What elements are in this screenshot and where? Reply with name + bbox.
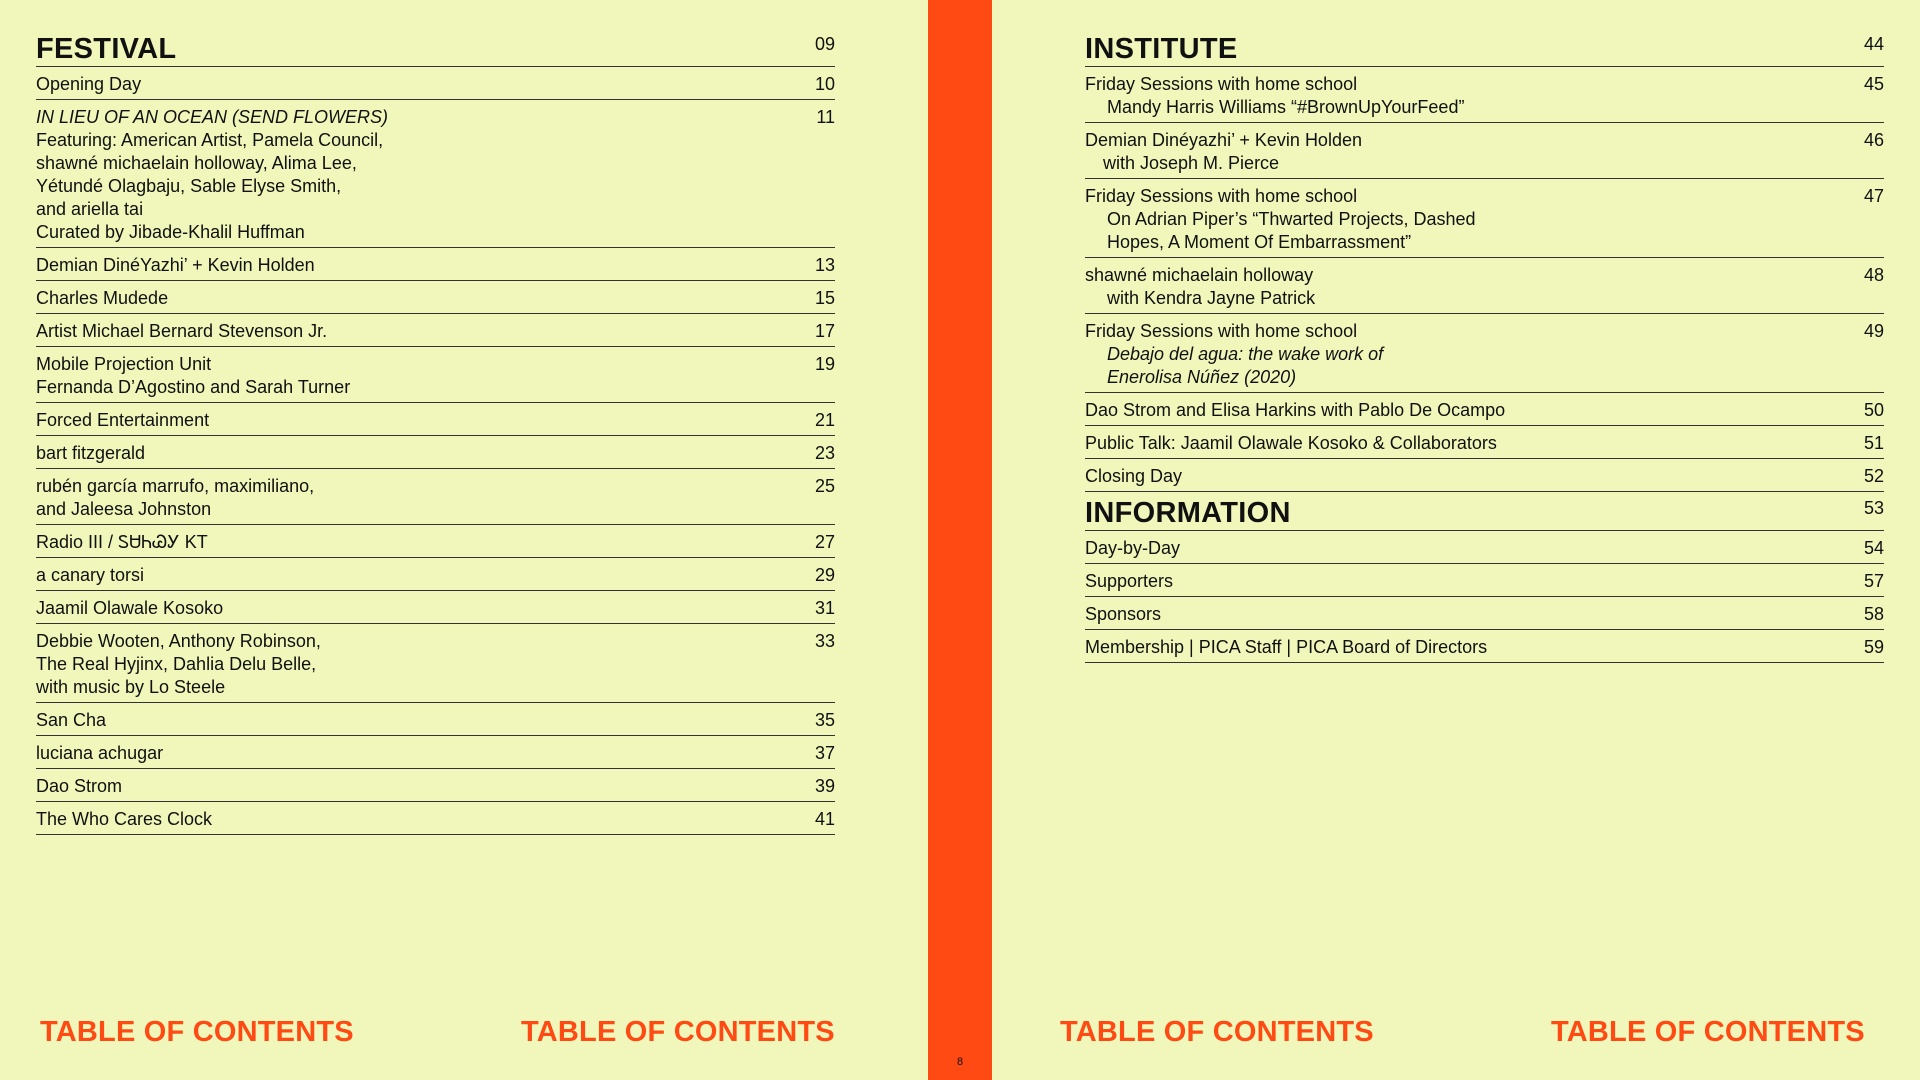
toc-entry-title <box>1085 537 1824 560</box>
entry-line: The Real Hyjinx, Dahlia Delu Belle, <box>36 654 317 674</box>
right-footer-b: TABLE OF CONTENTS <box>1551 1016 1865 1048</box>
information-heading: INFORMATION <box>1085 497 1291 529</box>
toc-entry-page-number: 17 <box>814 321 835 341</box>
institute-page-number: 44 <box>1863 34 1884 54</box>
toc-entry[interactable] <box>36 281 835 314</box>
toc-entry-title <box>1085 185 1824 254</box>
entry-line: Opening Day <box>36 74 142 94</box>
entry-line: with Joseph M. Pierce <box>1103 153 1280 173</box>
toc-entry-page-number: 19 <box>814 354 835 374</box>
toc-entry-title <box>36 287 775 310</box>
entry-line: a canary torsi <box>36 565 145 585</box>
entry-line: rubén garcía marrufo, maximiliano, <box>36 476 315 496</box>
left-footer-a: TABLE OF CONTENTS <box>40 1016 354 1048</box>
entry-line: Charles Mudede <box>36 288 169 308</box>
entry-line: and ariella tai <box>36 199 144 219</box>
toc-entry[interactable] <box>36 525 835 558</box>
toc-entry[interactable] <box>1085 459 1884 492</box>
entry-line: Friday Sessions with home school <box>1085 74 1358 94</box>
toc-entry[interactable] <box>36 403 835 436</box>
left-page <box>0 0 928 1080</box>
entry-line: Fernanda D’Agostino and Sarah Turner <box>36 377 351 397</box>
entry-line: with Kendra Jayne Patrick <box>1107 288 1316 308</box>
toc-entry[interactable] <box>36 703 835 736</box>
toc-entry-page-number: 50 <box>1863 400 1884 420</box>
entry-line: Debajo del agua: the wake work of <box>1107 344 1384 364</box>
toc-entry[interactable] <box>36 248 835 281</box>
toc-entry-title <box>36 531 775 554</box>
toc-entry-page-number: 33 <box>814 631 835 651</box>
institute-heading-row <box>1085 32 1884 67</box>
entry-line: Friday Sessions with home school <box>1085 321 1358 341</box>
toc-entry[interactable] <box>1085 67 1884 123</box>
entry-line: bart fitzgerald <box>36 443 146 463</box>
institute-toc <box>1085 32 1884 663</box>
toc-entry[interactable] <box>36 436 835 469</box>
entry-line: Dao Strom and Elisa Harkins with Pablo De Ocampo <box>1085 400 1506 420</box>
toc-entry-title <box>1085 129 1824 175</box>
toc-entry-page-number: 54 <box>1863 538 1884 558</box>
toc-entry[interactable] <box>1085 258 1884 314</box>
toc-entry-page-number: 31 <box>814 598 835 618</box>
toc-entry[interactable] <box>1085 564 1884 597</box>
toc-entry-page-number: 13 <box>814 255 835 275</box>
toc-entry-title <box>36 73 775 96</box>
toc-entry[interactable] <box>36 769 835 802</box>
entry-line: luciana achugar <box>36 743 164 763</box>
entry-line: IN LIEU OF AN OCEAN (SEND FLOWERS) <box>36 107 389 127</box>
right-footer-a: TABLE OF CONTENTS <box>1060 1016 1374 1048</box>
toc-entry-title <box>36 409 775 432</box>
toc-entry[interactable] <box>36 558 835 591</box>
toc-entry-page-number: 57 <box>1863 571 1884 591</box>
toc-entry[interactable] <box>1085 531 1884 564</box>
toc-entry[interactable] <box>1085 123 1884 179</box>
toc-entry-page-number: 27 <box>814 532 835 552</box>
entry-line: Radio III / ᏚᏌᏂᏊᎩ KT <box>36 532 208 552</box>
toc-entry-title <box>1085 432 1824 455</box>
entry-line: Demian Dinéyazhi’ + Kevin Holden <box>1085 130 1362 150</box>
toc-entry-title <box>36 475 775 521</box>
toc-entry-title <box>36 254 775 277</box>
toc-entry-title <box>1085 570 1824 593</box>
toc-entry-page-number: 59 <box>1863 637 1884 657</box>
toc-entry[interactable] <box>36 67 835 100</box>
entry-line: Membership | PICA Staff | PICA Board of Directors <box>1085 637 1488 657</box>
entry-line: Day-by-Day <box>1085 538 1181 558</box>
entry-line: Artist Michael Bernard Stevenson Jr. <box>36 321 328 341</box>
entry-line: Yétundé Olagbaju, Sable Elyse Smith, <box>36 176 342 196</box>
entry-line: San Cha <box>36 710 107 730</box>
institute-entry-list <box>1085 67 1884 492</box>
toc-entry-page-number: 46 <box>1863 130 1884 150</box>
toc-entry-title <box>1085 264 1824 310</box>
toc-entry-page-number: 48 <box>1863 265 1884 285</box>
left-footer-b: TABLE OF CONTENTS <box>521 1016 835 1048</box>
toc-entry-page-number: 41 <box>814 809 835 829</box>
toc-entry-title <box>36 630 775 699</box>
toc-entry[interactable] <box>1085 597 1884 630</box>
page-number: 8 <box>956 1056 964 1068</box>
entry-line: and Jaleesa Johnston <box>36 499 212 519</box>
information-entry-list <box>1085 531 1884 663</box>
toc-entry[interactable] <box>36 591 835 624</box>
toc-entry-page-number: 35 <box>814 710 835 730</box>
toc-entry[interactable] <box>36 347 835 403</box>
toc-entry-page-number: 37 <box>814 743 835 763</box>
toc-entry-page-number: 39 <box>814 776 835 796</box>
toc-entry[interactable] <box>36 624 835 703</box>
festival-page-number: 09 <box>814 34 835 54</box>
entry-line: Curated by Jibade-Khalil Huffman <box>36 222 305 242</box>
entry-line: Forced Entertainment <box>36 410 210 430</box>
toc-entry-title <box>36 775 775 798</box>
toc-entry[interactable] <box>36 736 835 769</box>
entry-line: Public Talk: Jaamil Olawale Kosoko & Collaborators <box>1085 433 1497 453</box>
toc-entry[interactable] <box>36 802 835 835</box>
toc-entry-title <box>36 709 775 732</box>
toc-entry-page-number: 49 <box>1863 321 1884 341</box>
toc-entry-title <box>36 564 775 587</box>
entry-line: Hopes, A Moment Of Embarrassment” <box>1107 232 1412 252</box>
entry-line: Sponsors <box>1085 604 1162 624</box>
toc-entry[interactable] <box>36 469 835 525</box>
toc-entry-title <box>36 808 775 831</box>
toc-entry-title <box>1085 320 1824 389</box>
festival-toc <box>36 32 835 835</box>
toc-entry[interactable] <box>1085 393 1884 426</box>
toc-entry-page-number: 58 <box>1863 604 1884 624</box>
toc-entry-title <box>36 442 775 465</box>
toc-entry-page-number: 51 <box>1863 433 1884 453</box>
entry-line: Enerolisa Núñez (2020) <box>1107 367 1297 387</box>
toc-entry[interactable] <box>36 314 835 347</box>
toc-entry-title <box>1085 465 1824 488</box>
toc-entry-page-number: 52 <box>1863 466 1884 486</box>
entry-line: with music by Lo Steele <box>36 677 226 697</box>
toc-entry[interactable] <box>1085 314 1884 393</box>
toc-entry-page-number: 25 <box>814 476 835 496</box>
festival-entry-list <box>36 67 835 835</box>
toc-entry-title <box>36 742 775 765</box>
toc-entry-page-number: 23 <box>814 443 835 463</box>
toc-entry-page-number: 45 <box>1863 74 1884 94</box>
festival-heading: FESTIVAL <box>36 33 177 65</box>
toc-entry-title <box>36 106 775 244</box>
entry-line: Supporters <box>1085 571 1174 591</box>
entry-line: On Adrian Piper’s “Thwarted Projects, Dashed <box>1107 209 1476 229</box>
toc-entry[interactable] <box>36 100 835 248</box>
spine-divider <box>928 0 992 1080</box>
entry-line: Friday Sessions with home school <box>1085 186 1358 206</box>
toc-entry-title <box>1085 603 1824 626</box>
entry-line: The Who Cares Clock <box>36 809 213 829</box>
toc-entry-title <box>1085 73 1824 119</box>
toc-entry[interactable] <box>1085 426 1884 459</box>
entry-line: shawné michaelain holloway <box>1085 265 1314 285</box>
information-page-number: 53 <box>1863 498 1884 518</box>
festival-heading-row <box>36 32 835 67</box>
toc-entry-page-number: 11 <box>816 107 835 127</box>
entry-line: Jaamil Olawale Kosoko <box>36 598 224 618</box>
right-page <box>992 0 1920 1080</box>
toc-entry-page-number: 29 <box>814 565 835 585</box>
toc-entry-title <box>36 597 775 620</box>
toc-entry-title <box>1085 399 1824 422</box>
entry-line: Featuring: American Artist, Pamela Council, <box>36 130 384 150</box>
toc-entry-title <box>36 320 775 343</box>
toc-entry-title <box>36 353 775 399</box>
toc-entry-page-number: 21 <box>814 410 835 430</box>
entry-line: Mandy Harris Williams “#BrownUpYourFeed” <box>1107 97 1465 117</box>
institute-heading: INSTITUTE <box>1085 33 1238 65</box>
toc-entry[interactable] <box>1085 630 1884 663</box>
entry-line: Debbie Wooten, Anthony Robinson, <box>36 631 321 651</box>
entry-line: Dao Strom <box>36 776 123 796</box>
entry-line: Mobile Projection Unit <box>36 354 212 374</box>
toc-entry-page-number: 47 <box>1863 186 1884 206</box>
toc-entry-page-number: 10 <box>814 74 835 94</box>
entry-line: shawné michaelain holloway, Alima Lee, <box>36 153 357 173</box>
entry-line: Closing Day <box>1085 466 1183 486</box>
toc-entry-page-number: 15 <box>814 288 835 308</box>
toc-entry[interactable] <box>1085 179 1884 258</box>
toc-entry-title <box>1085 636 1824 659</box>
information-heading-row <box>1085 492 1884 531</box>
entry-line: Demian DinéYazhi’ + Kevin Holden <box>36 255 315 275</box>
